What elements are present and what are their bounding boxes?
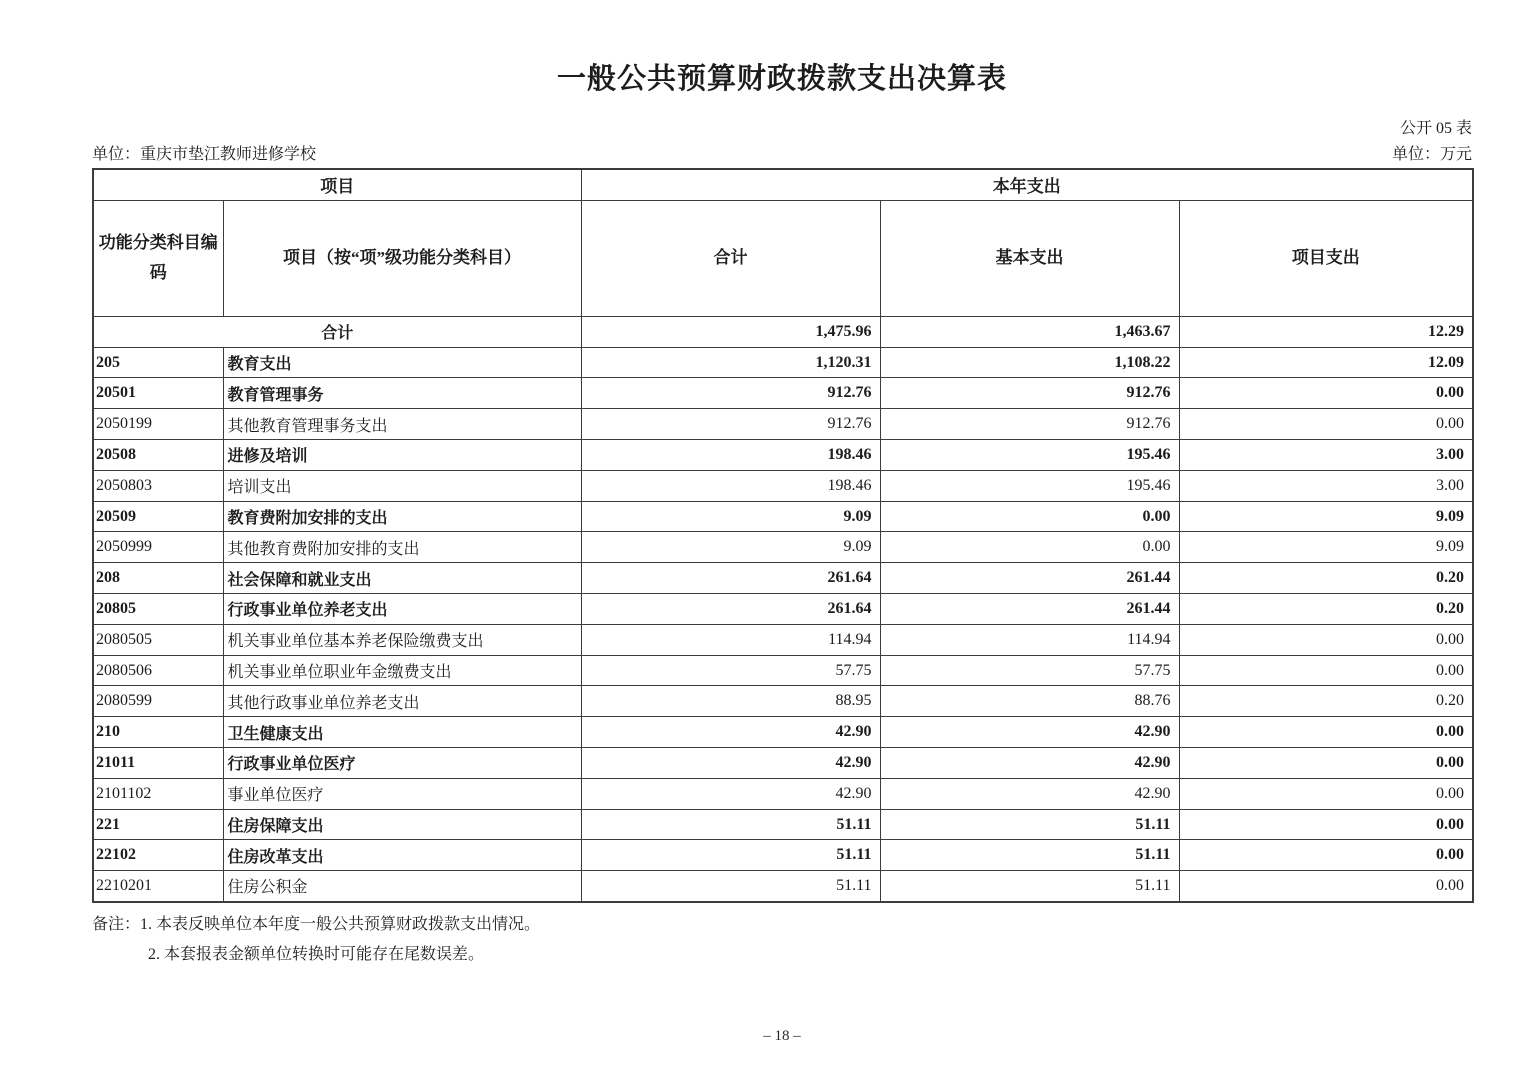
cell-basic-expense: 195.46 xyxy=(880,440,1179,471)
cell-function-code: 221 xyxy=(93,809,223,840)
currency-unit-label: 单位：万元 xyxy=(1391,145,1472,163)
cell-function-code: 2101102 xyxy=(93,778,223,809)
meta-row xyxy=(92,145,1472,165)
cell-project-expense: 0.00 xyxy=(1179,655,1473,686)
cell-basic-expense: 88.76 xyxy=(880,686,1179,717)
cell-total-amount: 912.76 xyxy=(581,378,880,409)
cell-project-expense: 0.00 xyxy=(1179,409,1473,440)
cell-function-code: 20501 xyxy=(93,378,223,409)
cell-item-name: 住房改革支出 xyxy=(223,840,581,871)
cell-basic-expense: 1,463.67 xyxy=(880,316,1179,347)
cell-function-code: 21011 xyxy=(93,748,223,779)
cell-project-expense: 0.20 xyxy=(1179,594,1473,625)
cell-item-name: 事业单位医疗 xyxy=(223,778,581,809)
cell-basic-expense: 912.76 xyxy=(880,378,1179,409)
header-columns-row xyxy=(93,200,1473,316)
cell-project-expense: 0.20 xyxy=(1179,686,1473,717)
cell-basic-expense: 51.11 xyxy=(880,871,1179,902)
note-1-text: 1. 本表反映单位本年度一般公共预算财政拨款支出情况。 xyxy=(140,915,541,933)
cell-project-expense: 0.00 xyxy=(1179,717,1473,748)
document-content xyxy=(92,0,1472,970)
page-number: – 18 – xyxy=(763,1028,801,1044)
cell-project-expense: 0.00 xyxy=(1179,748,1473,779)
cell-basic-expense: 912.76 xyxy=(880,409,1179,440)
cell-function-code: 208 xyxy=(93,563,223,594)
table-row xyxy=(93,748,1473,779)
table-row xyxy=(93,871,1473,902)
cell-total-amount: 261.64 xyxy=(581,594,880,625)
cell-function-code: 2050199 xyxy=(93,409,223,440)
cell-basic-expense: 42.90 xyxy=(880,748,1179,779)
cell-function-code: 20805 xyxy=(93,594,223,625)
cell-item-name: 机关事业单位职业年金缴费支出 xyxy=(223,655,581,686)
cell-item-name: 其他教育费附加安排的支出 xyxy=(223,532,581,563)
cell-function-code: 2050803 xyxy=(93,470,223,501)
cell-item-name: 机关事业单位基本养老保险缴费支出 xyxy=(223,624,581,655)
cell-item-name: 社会保障和就业支出 xyxy=(223,563,581,594)
cell-project-expense: 12.29 xyxy=(1179,316,1473,347)
cell-function-code: 22102 xyxy=(93,840,223,871)
cell-item-name: 教育费附加安排的支出 xyxy=(223,501,581,532)
cell-function-code: 2210201 xyxy=(93,871,223,902)
table-row xyxy=(93,594,1473,625)
cell-project-expense: 12.09 xyxy=(1179,347,1473,378)
cell-basic-expense: 51.11 xyxy=(880,809,1179,840)
cell-basic-expense: 42.90 xyxy=(880,778,1179,809)
cell-basic-expense: 195.46 xyxy=(880,470,1179,501)
cell-total-amount: 51.11 xyxy=(581,871,880,902)
cell-total-amount: 42.90 xyxy=(581,778,880,809)
cell-function-code: 2080505 xyxy=(93,624,223,655)
header-group-item: 项目 xyxy=(93,169,581,201)
cell-project-expense: 3.00 xyxy=(1179,440,1473,471)
cell-total-amount: 912.76 xyxy=(581,409,880,440)
cell-project-expense: 9.09 xyxy=(1179,501,1473,532)
cell-item-name: 进修及培训 xyxy=(223,440,581,471)
table-row xyxy=(93,378,1473,409)
cell-project-expense: 0.00 xyxy=(1179,378,1473,409)
cell-total-amount: 261.64 xyxy=(581,563,880,594)
cell-item-name: 教育管理事务 xyxy=(223,378,581,409)
cell-item-name: 住房公积金 xyxy=(223,871,581,902)
cell-total-amount: 42.90 xyxy=(581,748,880,779)
header-col-project-expense: 项目支出 xyxy=(1179,200,1473,316)
table-row xyxy=(93,409,1473,440)
cell-item-name: 住房保障支出 xyxy=(223,809,581,840)
cell-basic-expense: 0.00 xyxy=(880,532,1179,563)
cell-total-amount: 1,120.31 xyxy=(581,347,880,378)
table-row xyxy=(93,840,1473,871)
table-row xyxy=(93,440,1473,471)
table-row xyxy=(93,501,1473,532)
cell-basic-expense: 0.00 xyxy=(880,501,1179,532)
header-col-item: 项目（按“项”级功能分类科目） xyxy=(223,200,581,316)
cell-basic-expense: 51.11 xyxy=(880,840,1179,871)
table-row xyxy=(93,347,1473,378)
cell-total-amount: 9.09 xyxy=(581,501,880,532)
cell-total-label: 合计 xyxy=(93,316,581,347)
table-row xyxy=(93,470,1473,501)
cell-project-expense: 3.00 xyxy=(1179,470,1473,501)
cell-basic-expense: 1,108.22 xyxy=(880,347,1179,378)
cell-total-amount: 51.11 xyxy=(581,809,880,840)
table-row xyxy=(93,809,1473,840)
cell-item-name: 行政事业单位医疗 xyxy=(223,748,581,779)
cell-project-expense: 0.00 xyxy=(1179,624,1473,655)
cell-item-name: 行政事业单位养老支出 xyxy=(223,594,581,625)
cell-basic-expense: 57.75 xyxy=(880,655,1179,686)
table-row xyxy=(93,316,1473,347)
cell-item-name: 其他教育管理事务支出 xyxy=(223,409,581,440)
cell-project-expense: 0.00 xyxy=(1179,871,1473,902)
note-line-1 xyxy=(92,910,1472,940)
table-row xyxy=(93,778,1473,809)
cell-total-amount: 198.46 xyxy=(581,470,880,501)
table-row xyxy=(93,532,1473,563)
notes-block xyxy=(92,910,1472,970)
cell-function-code: 20508 xyxy=(93,440,223,471)
cell-basic-expense: 261.44 xyxy=(880,594,1179,625)
cell-project-expense: 9.09 xyxy=(1179,532,1473,563)
table-row xyxy=(93,686,1473,717)
cell-project-expense: 0.00 xyxy=(1179,840,1473,871)
cell-basic-expense: 114.94 xyxy=(880,624,1179,655)
cell-function-code: 2080506 xyxy=(93,655,223,686)
header-col-total: 合计 xyxy=(581,200,880,316)
cell-total-amount: 51.11 xyxy=(581,840,880,871)
header-col-function-code: 功能分类科目编码 xyxy=(93,200,223,316)
cell-total-amount: 114.94 xyxy=(581,624,880,655)
page-title: 一般公共预算财政拨款支出决算表 xyxy=(556,63,1007,95)
cell-function-code: 20509 xyxy=(93,501,223,532)
cell-item-name: 其他行政事业单位养老支出 xyxy=(223,686,581,717)
table-row xyxy=(93,624,1473,655)
notes-prefix: 备注： xyxy=(92,915,141,933)
note-line-2: 2. 本套报表金额单位转换时可能存在尾数误差。 xyxy=(148,945,485,963)
cell-total-amount: 42.90 xyxy=(581,717,880,748)
cell-basic-expense: 261.44 xyxy=(880,563,1179,594)
cell-project-expense: 0.20 xyxy=(1179,563,1473,594)
table-code-label: 公开 05 表 xyxy=(1399,119,1472,137)
table-row xyxy=(93,655,1473,686)
cell-function-code: 2050999 xyxy=(93,532,223,563)
cell-basic-expense: 42.90 xyxy=(880,717,1179,748)
table-row xyxy=(93,717,1473,748)
budget-table xyxy=(92,168,1474,903)
cell-project-expense: 0.00 xyxy=(1179,809,1473,840)
cell-total-amount: 88.95 xyxy=(581,686,880,717)
header-group-row xyxy=(93,169,1473,201)
cell-total-amount: 198.46 xyxy=(581,440,880,471)
cell-function-code: 210 xyxy=(93,717,223,748)
header-col-basic-expense: 基本支出 xyxy=(880,200,1179,316)
cell-function-code: 205 xyxy=(93,347,223,378)
cell-item-name: 教育支出 xyxy=(223,347,581,378)
cell-item-name: 培训支出 xyxy=(223,470,581,501)
header-group-current-year: 本年支出 xyxy=(581,169,1473,201)
table-row xyxy=(93,563,1473,594)
cell-function-code: 2080599 xyxy=(93,686,223,717)
cell-item-name: 卫生健康支出 xyxy=(223,717,581,748)
cell-total-amount: 1,475.96 xyxy=(581,316,880,347)
cell-total-amount: 57.75 xyxy=(581,655,880,686)
cell-total-amount: 9.09 xyxy=(581,532,880,563)
cell-project-expense: 0.00 xyxy=(1179,778,1473,809)
org-unit-label: 单位：重庆市垫江教师进修学校 xyxy=(92,145,317,163)
table-body xyxy=(93,316,1473,901)
